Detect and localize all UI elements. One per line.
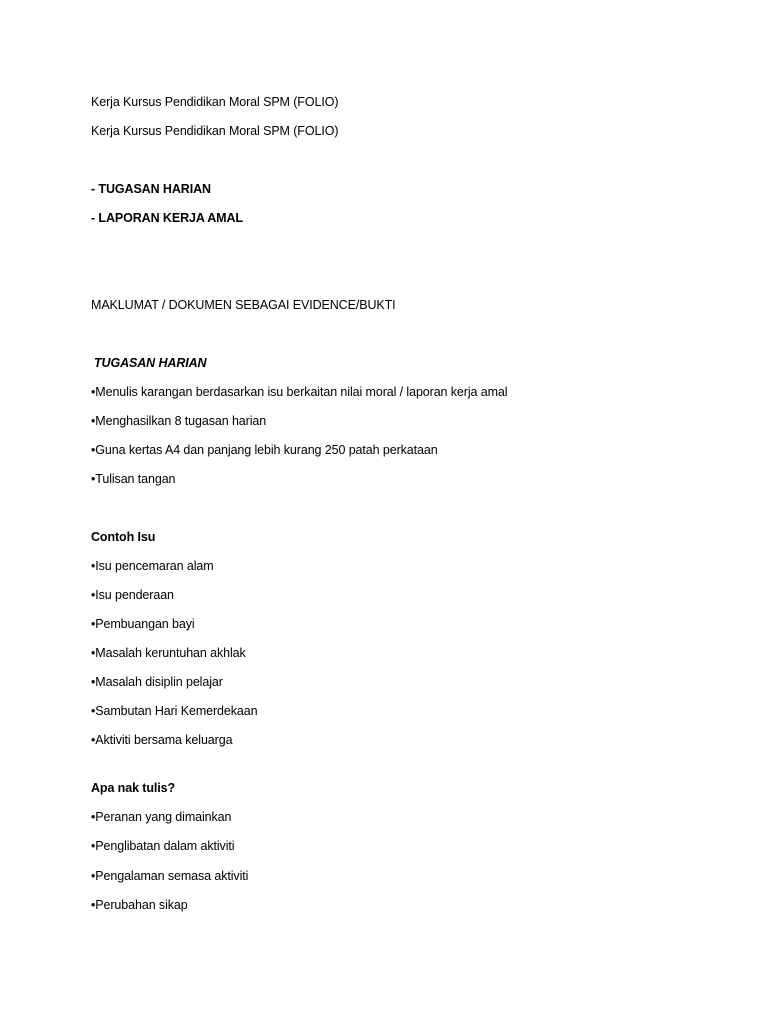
tugasan-list-item: •Menghasilkan 8 tugasan harian	[91, 414, 267, 428]
document-title: Kerja Kursus Pendidikan Moral SPM (FOLIO)	[91, 95, 339, 109]
contoh-isu-list-item: •Pembuangan bayi	[91, 617, 195, 631]
document-title-repeat: Kerja Kursus Pendidikan Moral SPM (FOLIO)	[91, 124, 339, 138]
contoh-isu-list-item: •Masalah disiplin pelajar	[91, 675, 223, 689]
component-item-tugasan: - TUGASAN HARIAN	[91, 182, 211, 196]
contoh-isu-list-item: •Masalah keruntuhan akhlak	[91, 646, 246, 660]
apa-nak-tulis-list-item: •Pengalaman semasa aktiviti	[91, 869, 249, 883]
apa-nak-tulis-heading: Apa nak tulis?	[91, 781, 176, 795]
apa-nak-tulis-list-item: •Penglibatan dalam aktiviti	[91, 839, 235, 853]
contoh-isu-list-item: •Isu penderaan	[91, 588, 174, 602]
tugasan-list-item: •Tulisan tangan	[91, 472, 176, 486]
contoh-isu-list-item: •Sambutan Hari Kemerdekaan	[91, 704, 258, 718]
apa-nak-tulis-list-item: •Peranan yang dimainkan	[91, 810, 232, 824]
component-item-laporan: - LAPORAN KERJA AMAL	[91, 211, 243, 225]
evidence-heading: MAKLUMAT / DOKUMEN SEBAGAI EVIDENCE/BUKTI	[91, 298, 396, 312]
tugasan-heading: TUGASAN HARIAN	[94, 356, 207, 370]
contoh-isu-list-item: •Aktiviti bersama keluarga	[91, 733, 233, 747]
tugasan-list-item: •Menulis karangan berdasarkan isu berkaitan nilai moral / laporan kerja amal	[91, 385, 508, 399]
tugasan-list-item: •Guna kertas A4 dan panjang lebih kurang 250 patah perkataan	[91, 443, 438, 457]
contoh-isu-heading: Contoh Isu	[91, 530, 156, 544]
apa-nak-tulis-list-item: •Perubahan sikap	[91, 898, 188, 912]
contoh-isu-list-item: •Isu pencemaran alam	[91, 559, 214, 573]
